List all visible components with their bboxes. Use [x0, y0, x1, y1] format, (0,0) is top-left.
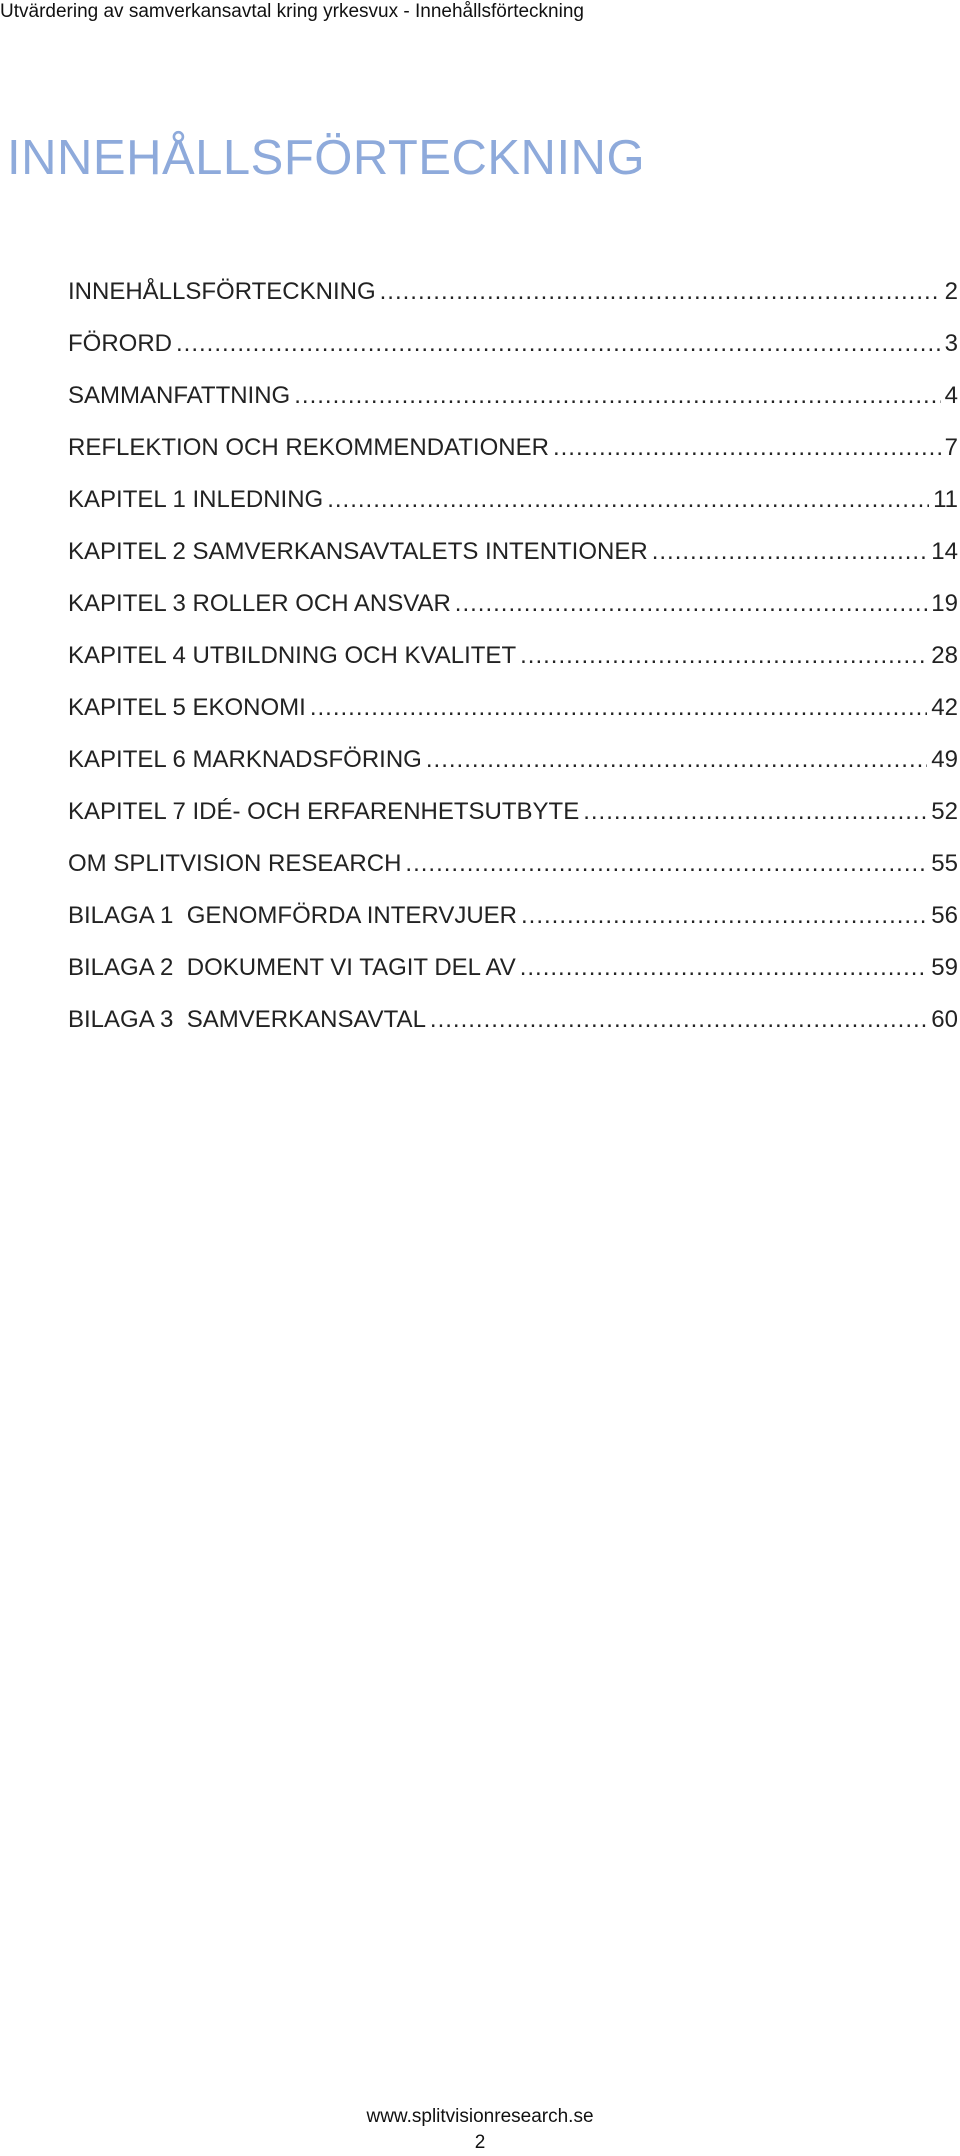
- toc-entry[interactable]: [68, 578, 958, 630]
- toc-entry-page: 55: [931, 850, 958, 877]
- toc-dot-leader: [310, 682, 927, 734]
- toc-entry-title: KAPITEL 6 MARKNADSFÖRING: [68, 746, 422, 773]
- toc-entry[interactable]: [68, 994, 958, 1046]
- running-header: Utvärdering av samverkansavtal kring yrkesvux - Innehållsförteckning: [0, 1, 584, 22]
- toc-dot-leader: [520, 942, 928, 994]
- table-of-contents: [68, 266, 958, 1046]
- toc-dot-leader: [405, 838, 927, 890]
- toc-entry-title: KAPITEL 2 SAMVERKANSAVTALETS INTENTIONER: [68, 538, 648, 565]
- toc-entry-page: 7: [944, 434, 958, 461]
- toc-entry-title: BILAGA 3 SAMVERKANSAVTAL: [68, 1006, 426, 1033]
- toc-entry[interactable]: [68, 942, 958, 994]
- toc-entry-title: OM SPLITVISION RESEARCH: [68, 850, 402, 877]
- toc-entry-page: 49: [931, 746, 958, 773]
- toc-dot-leader: [426, 734, 927, 786]
- toc-entry-page: 11: [933, 486, 958, 513]
- toc-entry-page: 59: [931, 954, 958, 981]
- toc-entry-page: 28: [931, 642, 958, 669]
- toc-dot-leader: [294, 370, 940, 422]
- toc-entry-page: 19: [931, 590, 958, 617]
- toc-entry[interactable]: [68, 682, 958, 734]
- toc-entry-page: 14: [931, 538, 958, 565]
- toc-entry-page: 4: [944, 382, 958, 409]
- toc-entry[interactable]: [68, 890, 958, 942]
- toc-entry-page: 42: [931, 694, 958, 721]
- toc-entry-title: INNEHÅLLSFÖRTECKNING: [68, 278, 376, 305]
- toc-entry-title: KAPITEL 4 UTBILDNING OCH KVALITET: [68, 642, 517, 669]
- toc-heading: INNEHÅLLSFÖRTECKNING: [7, 131, 646, 185]
- toc-dot-leader: [652, 526, 928, 578]
- toc-entry-page: 56: [931, 902, 958, 929]
- toc-entry-title: BILAGA 2 DOKUMENT VI TAGIT DEL AV: [68, 954, 516, 981]
- footer-url: www.splitvisionresearch.se: [366, 2106, 594, 2127]
- footer-page-number: 2: [474, 2132, 486, 2153]
- toc-dot-leader: [520, 630, 927, 682]
- toc-entry[interactable]: [68, 786, 958, 838]
- toc-entry-page: 52: [931, 798, 958, 825]
- toc-entry-title: BILAGA 1 GENOMFÖRDA INTERVJUER: [68, 902, 517, 929]
- toc-dot-leader: [380, 266, 941, 318]
- toc-dot-leader: [521, 890, 927, 942]
- toc-entry-page: 60: [931, 1006, 958, 1033]
- toc-entry[interactable]: [68, 370, 958, 422]
- toc-entry[interactable]: [68, 474, 958, 526]
- toc-dot-leader: [583, 786, 927, 838]
- toc-entry[interactable]: [68, 266, 958, 318]
- toc-dot-leader: [455, 578, 928, 630]
- toc-entry[interactable]: [68, 422, 958, 474]
- toc-entry[interactable]: [68, 526, 958, 578]
- toc-entry[interactable]: [68, 734, 958, 786]
- toc-entry-title: FÖRORD: [68, 330, 172, 357]
- toc-entry-title: REFLEKTION OCH REKOMMENDATIONER: [68, 434, 549, 461]
- toc-entry-title: SAMMANFATTNING: [68, 382, 291, 409]
- toc-dot-leader: [176, 318, 941, 370]
- toc-entry[interactable]: [68, 630, 958, 682]
- toc-dot-leader: [327, 474, 929, 526]
- toc-entry-title: KAPITEL 3 ROLLER OCH ANSVAR: [68, 590, 451, 617]
- toc-entry-title: KAPITEL 1 INLEDNING: [68, 486, 324, 513]
- toc-entry-title: KAPITEL 5 EKONOMI: [68, 694, 306, 721]
- toc-entry-page: 3: [944, 330, 958, 357]
- toc-entry[interactable]: [68, 838, 958, 890]
- toc-dot-leader: [430, 994, 927, 1046]
- toc-entry-title: KAPITEL 7 IDÉ- OCH ERFARENHETSUTBYTE: [68, 798, 580, 825]
- toc-entry-page: 2: [944, 278, 958, 305]
- toc-dot-leader: [553, 422, 941, 474]
- toc-entry[interactable]: [68, 318, 958, 370]
